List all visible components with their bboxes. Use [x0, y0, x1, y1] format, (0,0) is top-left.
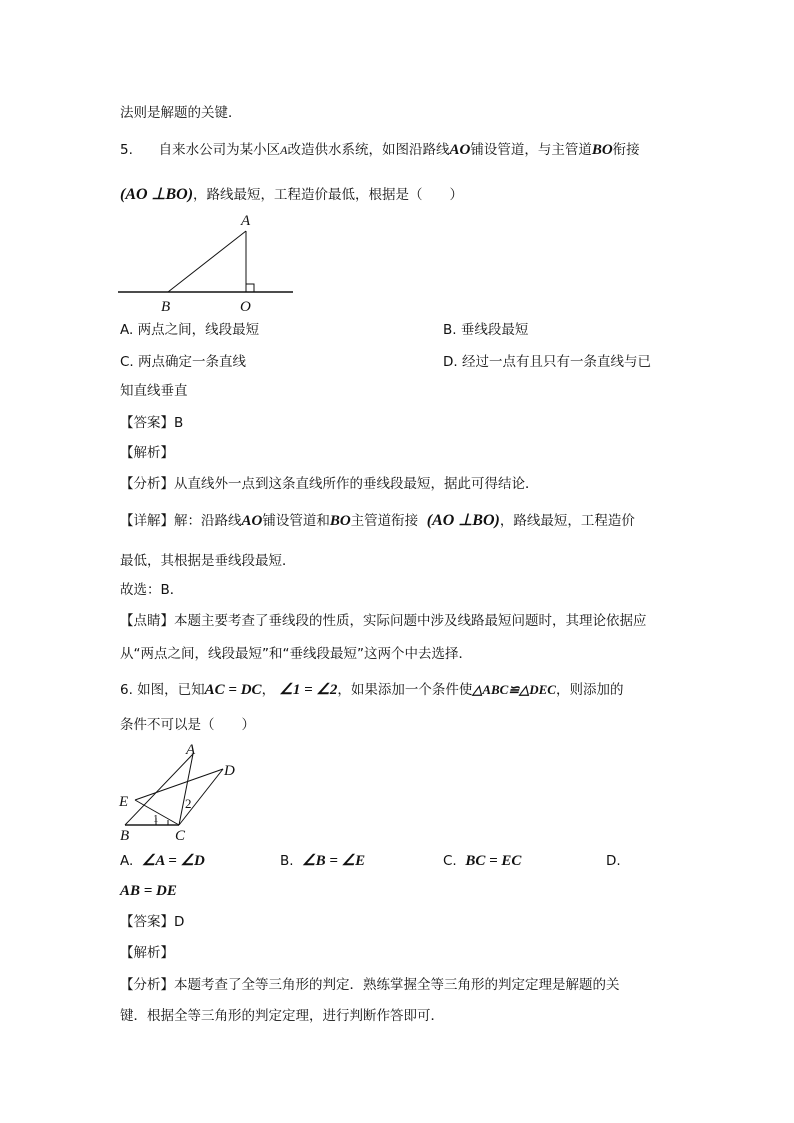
question-number: 5. [120, 142, 133, 158]
text: 主管道衔接 [350, 513, 419, 529]
text: 改造供水系统，如图沿路线 [287, 142, 450, 158]
option-b [280, 852, 365, 870]
question-5-stem-2 [120, 186, 463, 204]
label-b: B [120, 828, 130, 842]
option-c [443, 852, 521, 870]
remark-line-2: 从“两点之间，线段最短”和“垂线段最短”这两个中去选择． [120, 646, 472, 662]
option-d-label: D. [606, 853, 621, 869]
question-6-stem [120, 681, 623, 699]
text: 衔接 [612, 142, 640, 158]
text: 经过一点有且只有一条直线与已 [461, 354, 651, 370]
analysis-fenxi: 【分析】从直线外一点到这条直线所作的垂线段最短，据此可得结论． [120, 476, 539, 492]
text: A. [120, 853, 134, 869]
text: B. [443, 322, 457, 338]
analysis-heading: 【解析】 [120, 445, 174, 461]
text: (AO ⊥BO) [426, 512, 500, 529]
text: 自来水公司为某小区 [158, 142, 281, 158]
option-d [443, 353, 651, 371]
option-c [120, 353, 246, 371]
answer: 【答案】B [120, 415, 184, 431]
text: ，路线最短，工程造价最低，根据是（ ） [193, 187, 464, 203]
label-c: C [175, 828, 186, 842]
analysis-fenxi-2: 键．根据全等三角形的判定定理，进行判断作答即可． [120, 1008, 444, 1024]
text: D. [443, 354, 458, 370]
option-d-eq: AB = DE [120, 883, 177, 899]
math: BO [591, 142, 613, 158]
math: AO [449, 142, 471, 158]
text: C. [443, 853, 457, 869]
label-o: O [240, 299, 251, 315]
text: △ABC≌△DEC [472, 682, 556, 697]
text: 铺设管道和 [262, 513, 330, 529]
detail-line-2: 最低，其根据是垂线段最短． [120, 553, 296, 569]
detail-line-1 [120, 512, 635, 530]
figure-q5 [118, 210, 298, 315]
math: A [280, 143, 288, 157]
label-d: D [224, 763, 235, 779]
remark-line-1: 【点睛】本题主要考查了垂线段的性质，实际问题中涉及线路最短问题时，其理论依据应 [120, 613, 647, 629]
option-a [120, 321, 259, 339]
text: BC = EC [465, 853, 522, 869]
label-2: 2 [185, 796, 192, 811]
question-5-stem [120, 141, 640, 159]
figure-q6 [116, 742, 246, 842]
text: C. [120, 354, 134, 370]
text: 两点确定一条直线 [138, 354, 247, 370]
text: ∠A = ∠D [141, 853, 205, 869]
text: 两点之间，线段最短 [137, 322, 260, 338]
text-line: 法则是解题的关键． [120, 105, 242, 121]
text: ，则添加的 [555, 682, 624, 698]
text: B. [280, 853, 294, 869]
question-6-stem-2: 条件不可以是（ ） [120, 717, 255, 733]
text: 垂线段最短 [460, 322, 529, 338]
math: (AO ⊥BO) [120, 186, 194, 203]
option-a [120, 852, 205, 870]
choose-line: 故选：B． [120, 582, 184, 598]
text: AC = DC [204, 682, 262, 698]
text-line: 知直线垂直 [120, 383, 188, 399]
text: BO [329, 513, 351, 529]
text: ，如果添加一个条件使 [337, 682, 473, 698]
text: 铺设管道，与主管道 [470, 142, 592, 158]
text: ， [261, 682, 276, 698]
label-b: B [161, 299, 171, 315]
text: A. [120, 322, 134, 338]
text: ∠1 = ∠2 [279, 682, 338, 698]
text: 6. 如图，已知 [120, 682, 205, 698]
analysis-heading: 【解析】 [120, 945, 174, 961]
label-e: E [119, 794, 129, 810]
analysis-fenxi-1: 【分析】本题考查了全等三角形的判定．熟练掌握全等三角形的判定定理是解题的关 [120, 977, 620, 993]
text: 【详解】解：沿路线 [120, 513, 242, 529]
label-a: A [186, 742, 196, 758]
label-1: 1 [153, 813, 159, 825]
answer: 【答案】D [120, 914, 185, 930]
option-b [443, 321, 528, 339]
text: ∠B = ∠E [302, 853, 366, 869]
text: AO [241, 513, 263, 529]
label-a: A [241, 213, 251, 229]
text: ，路线最短，工程造价 [499, 513, 635, 529]
